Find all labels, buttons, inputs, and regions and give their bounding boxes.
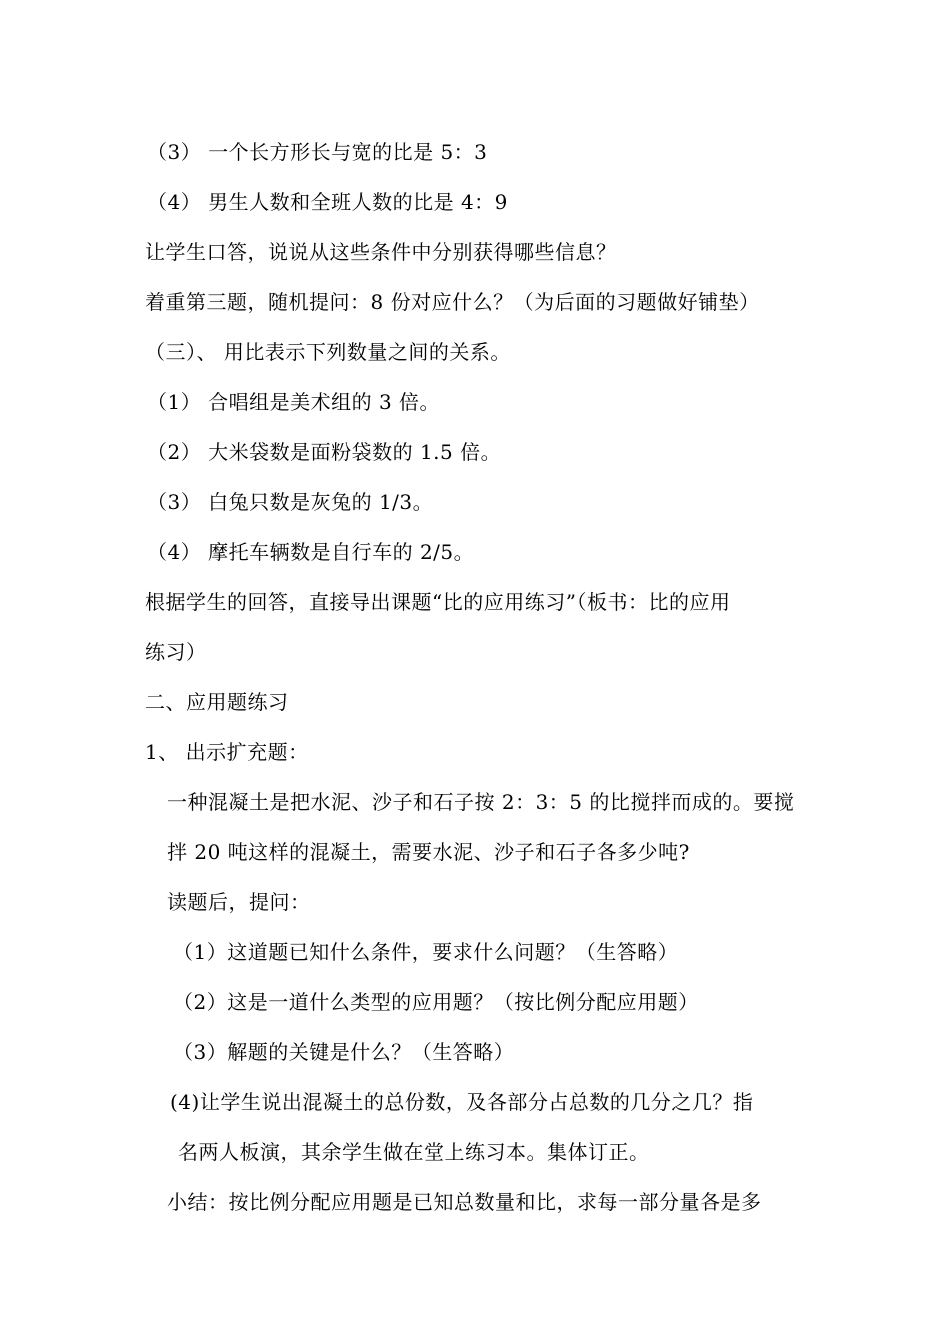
section-heading: （三）、 用比表示下列数量之间的关系。	[145, 340, 511, 364]
text-line: 根据学生的回答，直接导出课题“比的应用练习”（板书：比的应用	[145, 590, 731, 614]
text-line: 名两人板演，其余学生做在堂上练习本。集体订正。	[178, 1140, 650, 1164]
text-line: （1）这道题已知什么条件，要求什么问题？（生答略）	[173, 940, 679, 964]
text-line: 1、 出示扩充题：	[145, 740, 309, 764]
text-line: （1） 合唱组是美术组的 3 倍。	[147, 390, 441, 414]
text-line: （3） 白兔只数是灰兔的 1/3。	[147, 490, 434, 514]
text-line: （2） 大米袋数是面粉袋数的 1.5 倍。	[147, 440, 502, 464]
text-line: 着重第三题，随机提问：8 份对应什么？（为后面的习题做好铺垫）	[145, 290, 760, 314]
text-line: 让学生口答，说说从这些条件中分别获得哪些信息？	[145, 240, 617, 264]
text-line: 读题后，提问：	[167, 890, 311, 914]
text-line: （4） 男生人数和全班人数的比是 4：9	[147, 190, 508, 214]
text-line: （3） 一个长方形长与宽的比是 5：3	[147, 140, 488, 164]
text-line: 练习）	[145, 640, 207, 664]
text-line: （3）解题的关键是什么？（生答略）	[173, 1040, 515, 1064]
text-line: （4） 摩托车辆数是自行车的 2/5。	[147, 540, 475, 564]
text-line: （2）这是一道什么类型的应用题？（按比例分配应用题）	[173, 990, 699, 1014]
text-line: (4)让学生说出混凝土的总份数，及各部分占总数的几分之几？指	[170, 1090, 754, 1114]
text-line: 拌 20 吨这样的混凝土，需要水泥、沙子和石子各多少吨?	[167, 840, 690, 864]
text-line: 一种混凝土是把水泥、沙子和石子按 2：3：5 的比搅拌而成的。要搅	[167, 790, 795, 814]
text-line: 小结：按比例分配应用题是已知总数量和比，求每一部分量各是多	[167, 1190, 762, 1214]
section-heading: 二、应用题练习	[145, 690, 289, 714]
